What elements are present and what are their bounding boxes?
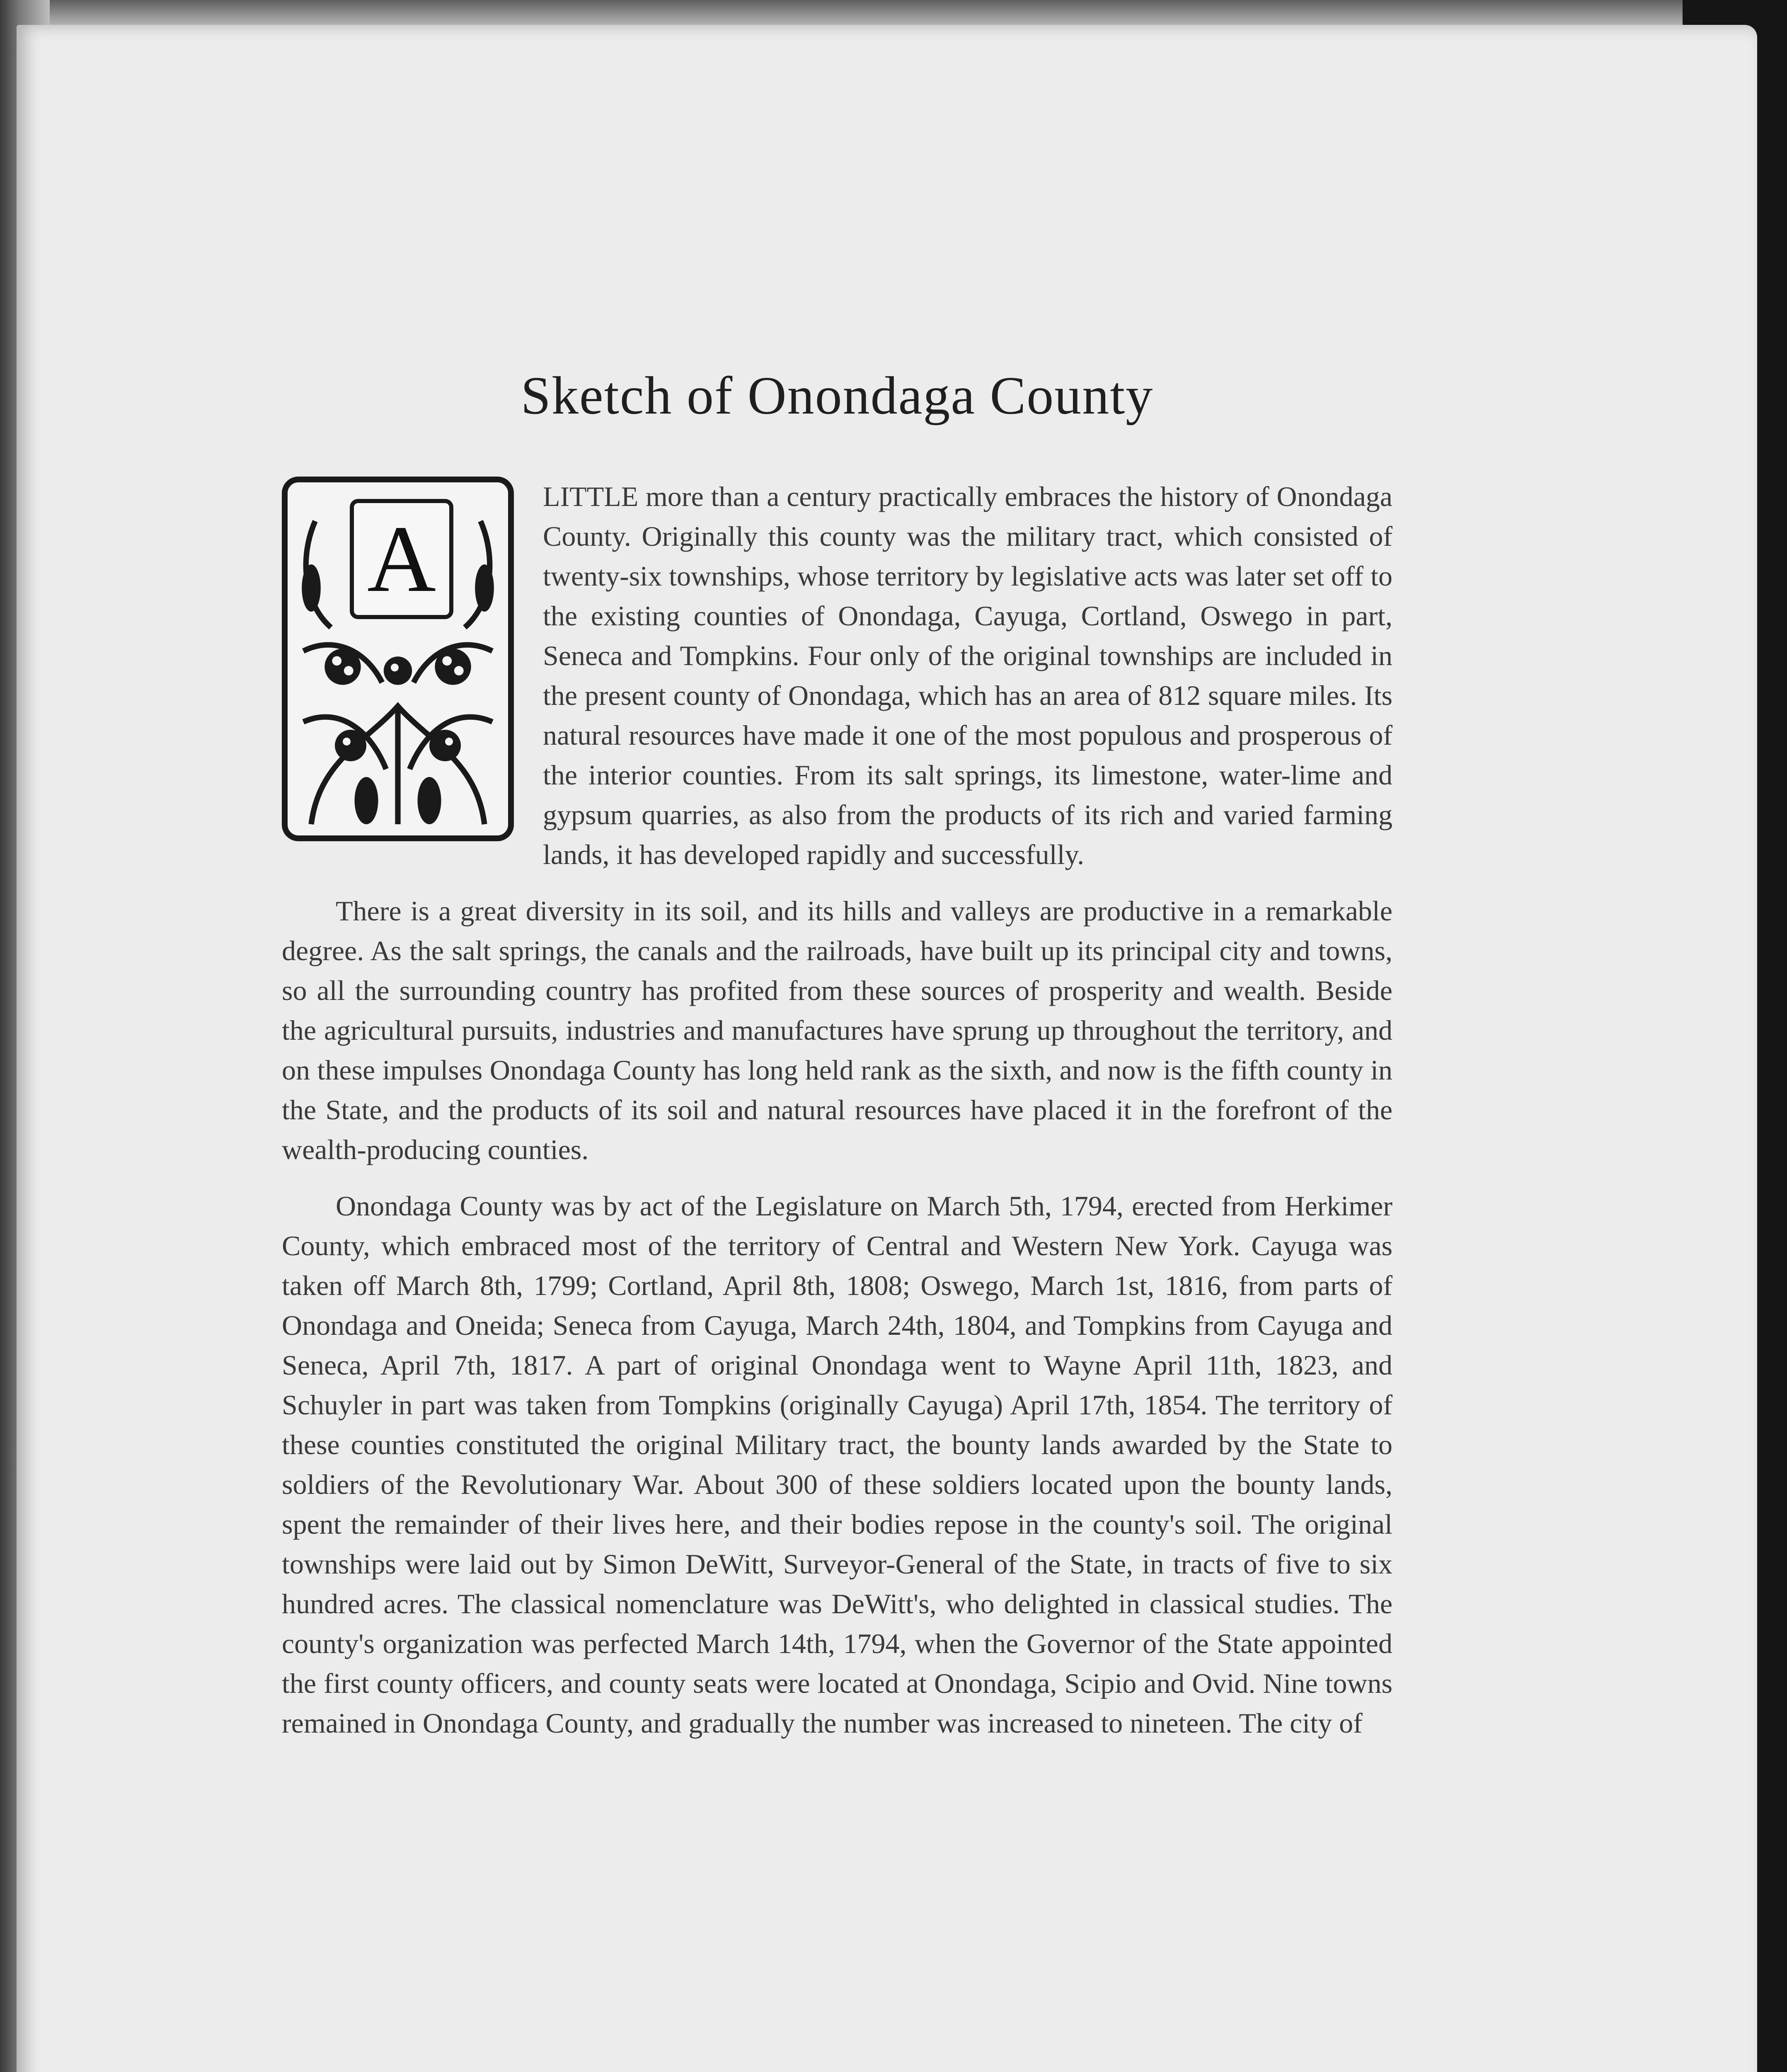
paragraph-1: LITTLE more than a century practically embraces the history of Onondaga County. Originally this county was the military tract, which consisted of twenty-six townships, whose territory by legislative acts was later set off to the existing counties of Onondaga, Cayuga, Cortland, Oswego in part, Seneca and Tompkins. Four only of the original townships are included in the present county of Onondaga, which has an area of 812 square miles. Its natural resources have made it one of the most populous and prosperous of the interior counties. From its salt springs, its limestone, water-lime and gypsum quarries, as also from the products of its rich and varied farming lands, it has developed rapidly and successfully. xyxy=(543,481,1392,870)
drop-cap-letter: A xyxy=(350,499,453,619)
page-title: Sketch of Onondaga County xyxy=(521,366,1154,426)
paragraph-2: There is a great diversity in its soil, and its hills and valleys are productive in a remarkable degree. As the salt springs, the canals and the railroads, have built up its principal city and towns, so all the surrounding country has profited from these sources of prosperity and wealth. Beside the agricultural pursuits, industries and manufactures have sprung up throughout the territory, and on these impulses Onondaga County has long held rank as the sixth, and now is the fifth county in the State, and the products of its soil and natural resources have placed it in the forefront of the wealth-producing counties. xyxy=(282,895,1392,1165)
paragraph-3: Onondaga County was by act of the Legislature on March 5th, 1794, erected from Herkimer County, which embraced most of the territory of Central and Western New York. Cayuga was taken off March 8th, 1799; Cortland, April 8th, 1808; Oswego, March 1st, 1816, from parts of Onondaga and Oneida; Seneca from Cayuga, March 24th, 1804, and Tompkins from Cayuga and Seneca, April 7th, 1817. A part of original Onondaga went to Wayne April 11th, 1823, and Schuyler in part was taken from Tompkins (originally Cayuga) April 17th, 1854. The territory of these counties constituted the original Military tract, the bounty lands awarded by the State to soldiers of the Revolutionary War. About 300 of these soldiers located upon the bounty lands, spent the remainder of their lives here, and their bodies repose in the county's soil. The original townships were laid out by Simon DeWitt, Surveyor-General of the State, in tracts of five to six hundred acres. The classical nomenclature was DeWitt's, who delighted in classical studies. The county's organization was perfected March 14th, 1794, when the Governor of the State appointed the first county officers, and county seats were located at Onondaga, Scipio and Ovid. Nine towns remained in Onondaga County, and gradually the number was increased to nineteen. The city of xyxy=(282,1190,1392,1739)
article xyxy=(282,365,1392,1743)
ornamental-drop-cap xyxy=(282,477,514,841)
